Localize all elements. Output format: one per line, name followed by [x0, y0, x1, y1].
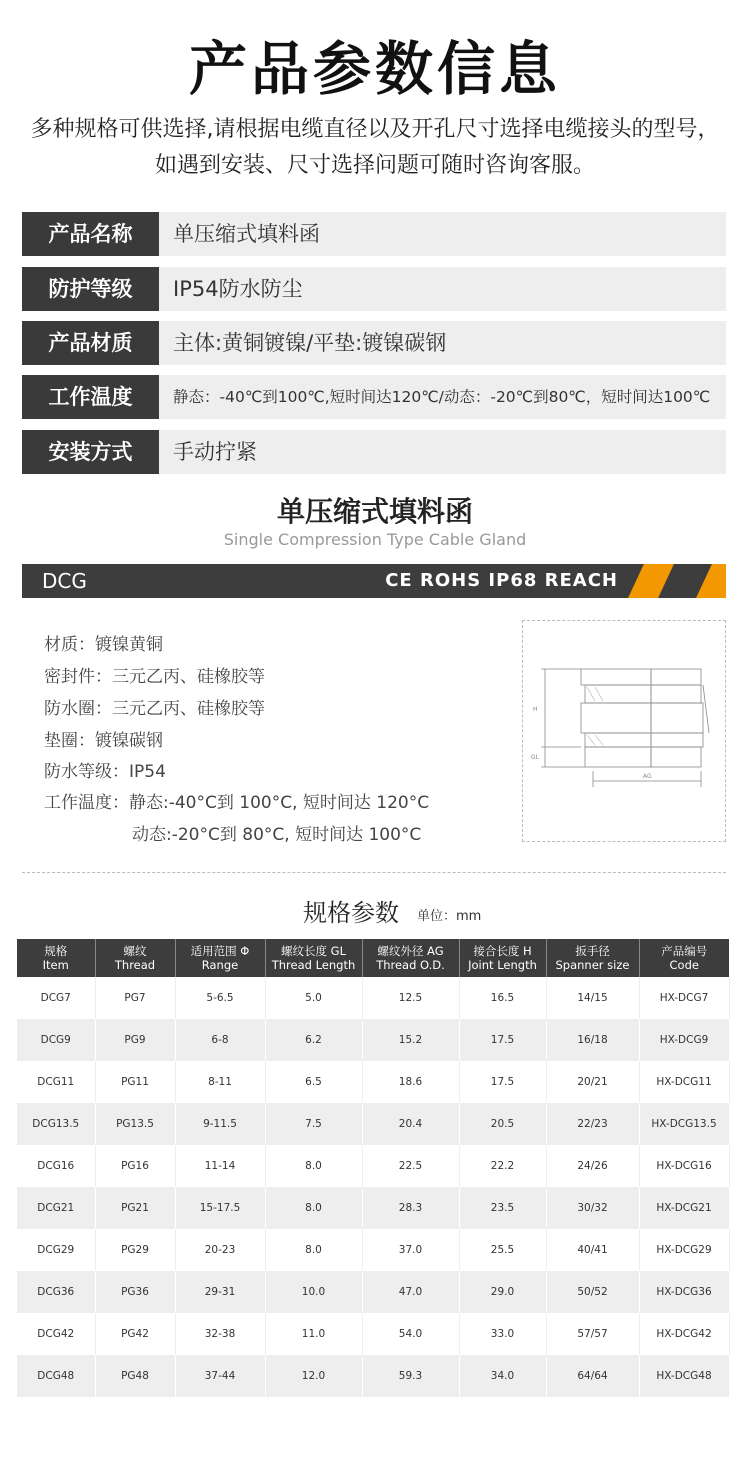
product-name-en: Single Compression Type Cable Gland: [223, 530, 527, 549]
column-header-en: Thread: [114, 958, 156, 972]
certifications: CE ROHS IP68 REACH: [385, 570, 618, 591]
table-cell: HX-DCG7: [639, 977, 729, 1019]
table-cell: 29.0: [459, 1271, 546, 1313]
table-cell: 20-23: [175, 1229, 265, 1271]
table-cell: 20/21: [546, 1061, 639, 1103]
table-cell: 16.5: [459, 977, 546, 1019]
model-code: DCG: [42, 569, 87, 593]
column-header: [639, 939, 729, 977]
table-cell: 7.5: [265, 1103, 362, 1145]
table-cell: 8-11: [175, 1061, 265, 1103]
table-cell: 9-11.5: [175, 1103, 265, 1145]
table-cell: 57/57: [546, 1313, 639, 1355]
spec-label: 产品名称: [22, 212, 159, 256]
table-cell: 33.0: [459, 1313, 546, 1355]
table-cell: 64/64: [546, 1355, 639, 1397]
table-row: [17, 1313, 729, 1355]
table-cell: 8.0: [265, 1229, 362, 1271]
table-cell: PG48: [95, 1355, 175, 1397]
spec-row-protection: [22, 267, 726, 311]
table-cell: DCG42: [17, 1313, 95, 1355]
table-cell: HX-DCG36: [639, 1271, 729, 1313]
column-header-cn: 扳手径: [575, 944, 610, 958]
table-cell: 28.3: [362, 1187, 459, 1229]
table-cell: PG42: [95, 1313, 175, 1355]
table-cell: 17.5: [459, 1061, 546, 1103]
table-cell: 22.5: [362, 1145, 459, 1187]
gland-drawing-icon: [523, 621, 725, 841]
material-line: 防水圈：三元乙丙、硅橡胶等: [44, 699, 265, 719]
material-line: 防水等级：IP54: [44, 762, 166, 782]
table-cell: 5-6.5: [175, 977, 265, 1019]
spec-label: 防护等级: [22, 267, 159, 311]
table-cell: 18.6: [362, 1061, 459, 1103]
column-header-en: Range: [201, 958, 239, 972]
column-header: [546, 939, 639, 977]
table-cell: HX-DCG48: [639, 1355, 729, 1397]
spec-table: [17, 939, 730, 1397]
column-header-en: Thread O.D.: [376, 958, 445, 972]
table-cell: PG13.5: [95, 1103, 175, 1145]
page-title: 产品参数信息: [188, 35, 561, 103]
column-header-cn: 规格: [44, 944, 68, 958]
column-header-cn: 产品编号: [661, 944, 708, 958]
table-cell: DCG48: [17, 1355, 95, 1397]
column-header-cn: 螺纹外径 AG: [377, 944, 444, 958]
table-cell: PG9: [95, 1019, 175, 1061]
material-line: 工作温度：静态:-40°C到 100°C, 短时间达 120°C: [44, 793, 430, 813]
table-row: [17, 1061, 729, 1103]
table-cell: 14/15: [546, 977, 639, 1019]
spec-value: 主体:黄铜镀镍/平垫:镀镍碳钢: [159, 321, 726, 365]
column-header-en: Item: [42, 958, 69, 972]
column-header-cn: 接合长度 H: [473, 944, 532, 958]
table-title: 规格参数: [303, 899, 399, 927]
table-cell: 8.0: [265, 1145, 362, 1187]
table-cell: PG36: [95, 1271, 175, 1313]
label-h: H: [533, 706, 538, 713]
table-cell: 8.0: [265, 1187, 362, 1229]
table-row: [17, 1187, 729, 1229]
table-cell: HX-DCG42: [639, 1313, 729, 1355]
table-cell: 54.0: [362, 1313, 459, 1355]
table-cell: 11-14: [175, 1145, 265, 1187]
column-header: [265, 939, 362, 977]
table-cell: 10.0: [265, 1271, 362, 1313]
table-cell: 37.0: [362, 1229, 459, 1271]
table-header-row: [17, 939, 729, 977]
table-cell: 6-8: [175, 1019, 265, 1061]
spec-value: 静态：-40℃到100℃,短时间达120℃/动态：-20℃到80℃，短时间达100℃: [159, 375, 726, 419]
table-cell: 5.0: [265, 977, 362, 1019]
column-header-cn: 适用范围 Φ: [190, 944, 250, 958]
table-cell: PG7: [95, 977, 175, 1019]
table-cell: PG29: [95, 1229, 175, 1271]
material-line: 密封件：三元乙丙、硅橡胶等: [44, 667, 265, 687]
column-header-en: Code: [669, 958, 699, 972]
section-divider: [22, 872, 726, 873]
table-cell: 6.2: [265, 1019, 362, 1061]
spec-label: 工作温度: [22, 375, 159, 419]
table-cell: 30/32: [546, 1187, 639, 1229]
spec-row-temperature: [22, 375, 726, 419]
table-cell: 32-38: [175, 1313, 265, 1355]
intro-text: 多种规格可供选择,请根据电缆直径以及开孔尺寸选择电缆接头的型号，如遇到安装、尺寸选择问题可随时咨询客服。: [30, 117, 720, 178]
table-cell: HX-DCG29: [639, 1229, 729, 1271]
table-cell: HX-DCG21: [639, 1187, 729, 1229]
table-cell: 16/18: [546, 1019, 639, 1061]
product-banner: [22, 564, 726, 598]
column-header: [459, 939, 546, 977]
table-cell: PG16: [95, 1145, 175, 1187]
table-cell: DCG16: [17, 1145, 95, 1187]
label-gl: GL: [531, 754, 539, 761]
table-cell: 34.0: [459, 1355, 546, 1397]
label-ag: AG: [643, 773, 652, 780]
table-cell: PG11: [95, 1061, 175, 1103]
table-cell: 20.4: [362, 1103, 459, 1145]
spec-label: 安装方式: [22, 430, 159, 474]
table-cell: 15.2: [362, 1019, 459, 1061]
table-cell: DCG9: [17, 1019, 95, 1061]
table-cell: 24/26: [546, 1145, 639, 1187]
table-cell: 37-44: [175, 1355, 265, 1397]
table-cell: 12.0: [265, 1355, 362, 1397]
table-cell: DCG7: [17, 977, 95, 1019]
table-cell: 20.5: [459, 1103, 546, 1145]
table-cell: 22.2: [459, 1145, 546, 1187]
column-header: [95, 939, 175, 977]
spec-value: 手动拧紧: [159, 430, 726, 474]
table-cell: 6.5: [265, 1061, 362, 1103]
table-row: [17, 1271, 729, 1313]
table-cell: PG21: [95, 1187, 175, 1229]
spec-label: 产品材质: [22, 321, 159, 365]
spec-value: IP54防水防尘: [159, 267, 726, 311]
table-cell: 50/52: [546, 1271, 639, 1313]
table-cell: 12.5: [362, 977, 459, 1019]
table-cell: DCG29: [17, 1229, 95, 1271]
spec-row-name: [22, 212, 726, 256]
table-row: [17, 1145, 729, 1187]
table-cell: HX-DCG13.5: [639, 1103, 729, 1145]
table-cell: 15-17.5: [175, 1187, 265, 1229]
column-header-en: Spanner size: [555, 958, 630, 972]
table-cell: 17.5: [459, 1019, 546, 1061]
column-header-en: Joint Length: [468, 958, 537, 972]
spec-row-install: [22, 430, 726, 474]
column-header-en: Thread Length: [271, 958, 356, 972]
table-cell: DCG11: [17, 1061, 95, 1103]
table-cell: 11.0: [265, 1313, 362, 1355]
table-cell: DCG13.5: [17, 1103, 95, 1145]
table-cell: HX-DCG11: [639, 1061, 729, 1103]
material-line: 垫圈：镀镍碳钢: [44, 731, 163, 751]
spec-row-material: [22, 321, 726, 365]
product-name-cn: 单压缩式填料函: [276, 495, 473, 528]
table-row: [17, 1355, 729, 1397]
material-line: 动态:-20°C到 80°C, 短时间达 100°C: [132, 825, 422, 845]
spec-value: 单压缩式填料函: [159, 212, 726, 256]
table-cell: DCG21: [17, 1187, 95, 1229]
table-row: [17, 1103, 729, 1145]
table-row: [17, 1019, 729, 1061]
table-unit: 单位：mm: [417, 909, 482, 924]
table-cell: HX-DCG9: [639, 1019, 729, 1061]
table-cell: 40/41: [546, 1229, 639, 1271]
table-row: [17, 977, 729, 1019]
column-header: [362, 939, 459, 977]
table-cell: 47.0: [362, 1271, 459, 1313]
column-header-cn: 螺纹: [123, 944, 147, 958]
column-header: [175, 939, 265, 977]
table-cell: 25.5: [459, 1229, 546, 1271]
column-header: [17, 939, 95, 977]
table-cell: DCG36: [17, 1271, 95, 1313]
technical-drawing: [522, 620, 726, 842]
table-cell: 29-31: [175, 1271, 265, 1313]
table-row: [17, 1229, 729, 1271]
table-cell: 22/23: [546, 1103, 639, 1145]
column-header-cn: 螺纹长度 GL: [281, 944, 346, 958]
table-cell: 23.5: [459, 1187, 546, 1229]
table-cell: 59.3: [362, 1355, 459, 1397]
material-line: 材质：镀镍黄铜: [44, 635, 163, 655]
table-cell: HX-DCG16: [639, 1145, 729, 1187]
